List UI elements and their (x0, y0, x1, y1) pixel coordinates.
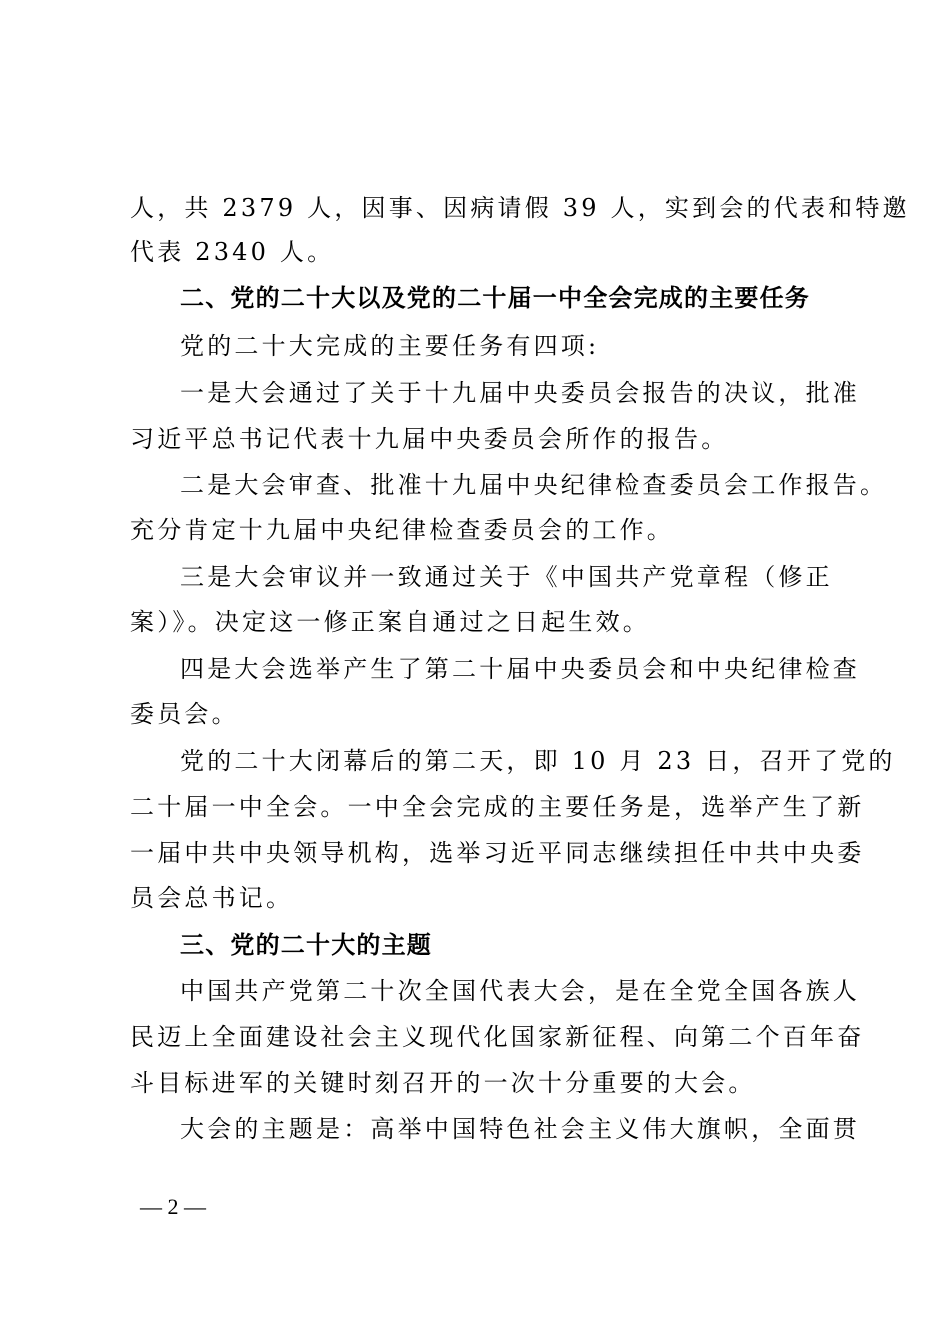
body-line: 代表 2340 人。 (130, 238, 335, 266)
page-number: — 2 — (140, 1194, 206, 1219)
body-line: 党的二十大完成的主要任务有四项: (180, 332, 600, 360)
body-line: 三是大会审议并一致通过关于《中国共产党章程（修正 (180, 563, 833, 591)
body-line: 充分肯定十九届中央纪律检查委员会的工作。 (130, 516, 674, 544)
section-heading: 三、党的二十大的主题 (180, 931, 432, 959)
body-line: 员会总书记。 (130, 884, 294, 912)
body-line: 四是大会选举产生了第二十届中央委员会和中央纪律检查 (180, 655, 860, 683)
body-line: 案）》。决定这一修正案自通过之日起生效。 (130, 608, 650, 636)
body-line: 委员会。 (130, 700, 239, 728)
body-line: 二是大会审查、批准十九届中央纪律检查委员会工作报告。 (180, 471, 888, 499)
section-heading: 二、党的二十大以及党的二十届一中全会完成的主要任务 (180, 284, 810, 312)
body-line: 一届中共中央领导机构，选举习近平同志继续担任中共中央委 (130, 839, 865, 867)
body-line: 党的二十大闭幕后的第二天，即 10 月 23 日，召开了党的 (180, 747, 896, 775)
body-line: 二十届一中全会。一中全会完成的主要任务是，选举产生了新 (130, 793, 865, 821)
body-line: 一是大会通过了关于十九届中央委员会报告的决议，批准 (180, 379, 860, 407)
body-line: 中国共产党第二十次全国代表大会，是在全党全国各族人 (180, 977, 860, 1005)
body-line: 习近平总书记代表十九届中央委员会所作的报告。 (130, 425, 729, 453)
body-line: 人，共 2379 人，因事、因病请假 39 人，实到会的代表和特邀 (130, 194, 910, 222)
body-line: 大会的主题是：高举中国特色社会主义伟大旗帜，全面贯 (180, 1115, 860, 1143)
body-line: 斗目标进军的关键时刻召开的一次十分重要的大会。 (130, 1069, 756, 1097)
body-line: 民迈上全面建设社会主义现代化国家新征程、向第二个百年奋 (130, 1023, 865, 1051)
